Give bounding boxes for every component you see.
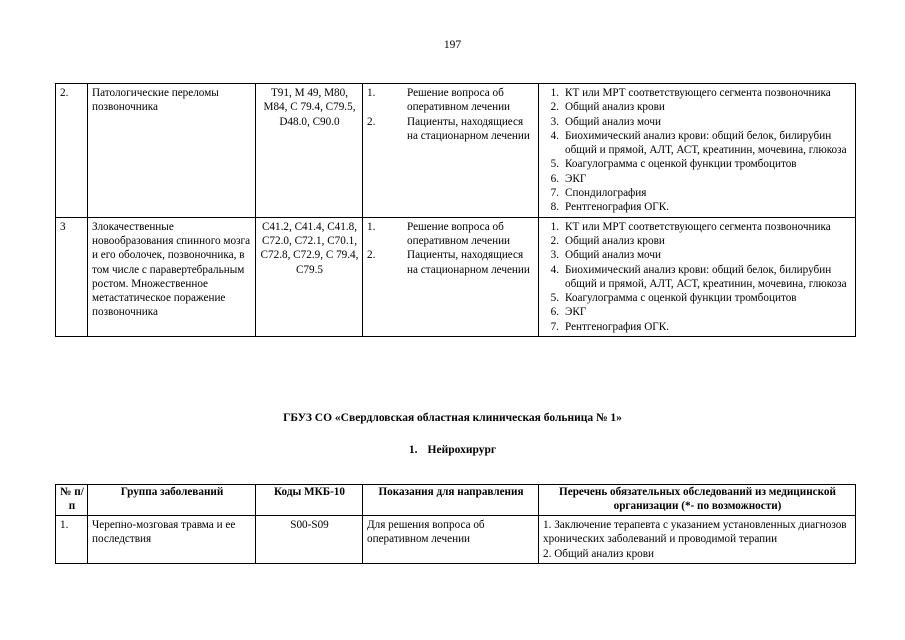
section-number: 1. — [408, 444, 418, 456]
header-codes: Коды МКБ-10 — [256, 485, 363, 516]
organization-title: ГБУЗ СО «Свердловская областная клиническая больница № 1» — [283, 412, 622, 424]
table-row — [56, 217, 856, 336]
indication-number: 2. — [367, 249, 376, 262]
header-indications: Показания для направления — [363, 485, 539, 516]
section-heading — [0, 443, 905, 457]
list-item: 1. КТ или МРТ соответствующего сегмента позвоночника — [550, 87, 831, 99]
disease-group: Злокачественные новообразования спинного мозга и его оболочек, позвоночника, в том числе с паравертебральным ростом. Множественное метастатическое поражение позвоночника — [88, 217, 256, 336]
indication-number: 1. — [367, 220, 376, 233]
table-row — [56, 516, 856, 564]
row-number: 3 — [56, 217, 88, 336]
list-item: 6. ЭКГ — [550, 306, 587, 319]
list-item: 4. Биохимический анализ крови: общий белок, билирубин общий и прямой, АЛТ, АСТ, креатинин, мочевина, глюкоза — [550, 129, 847, 157]
list-item: 5. Коагулограмма с оценкой функции тромбоцитов — [550, 158, 797, 171]
icd-codes: С41.2, С41.4, С41.8, С72.0, С72.1, С70.1, С72.8, С72.9, С 79.4, С79.5 — [256, 217, 363, 336]
indications: Для решения вопроса об оперативном лечении — [363, 516, 539, 564]
header-group: Группа заболеваний — [88, 485, 256, 516]
referral-table-neurosurgeon — [55, 484, 856, 564]
page-number: 197 — [443, 39, 462, 51]
list-item: 1. КТ или МРТ соответствующего сегмента позвоночника — [550, 220, 831, 233]
list-item: 1. Заключение терапевта с указанием установленных диагнозов хронических заболеваний и проводимой терапии — [543, 519, 847, 546]
indication-number: 2. — [367, 115, 376, 128]
disease-group: Патологические переломы позвоночника — [88, 84, 256, 218]
list-item: 8. Рентгенография ОГК. — [550, 201, 670, 214]
list-item: 3. Общий анализ мочи — [550, 249, 661, 262]
list-item: 7. Рентгенография ОГК. — [550, 320, 670, 333]
disease-group: Черепно-мозговая травма и ее последствия — [88, 516, 256, 564]
required-exams — [539, 516, 856, 564]
list-item: 2. Общий анализ крови — [550, 234, 665, 247]
list-item: 4. Биохимический анализ крови: общий белок, билирубин общий и прямой, АЛТ, АСТ, креатинин, мочевина, глюкоза — [550, 263, 847, 290]
list-item: 7. Спондилография — [550, 187, 647, 200]
indications — [363, 217, 539, 336]
header-number: № п/п — [56, 485, 88, 516]
icd-codes: Т91, М 49, М80, М84, С 79.4, С79.5, D48.0, С90.0 — [256, 84, 363, 218]
indication-text: Решение вопроса об оперативном лечении — [407, 87, 511, 114]
list-item: 2. Общий анализ крови — [543, 547, 655, 560]
referral-table-continued — [55, 83, 856, 337]
table-header-row — [56, 485, 856, 516]
indication-text: Пациенты, находящиеся на стационарном лечении — [407, 115, 530, 142]
indication-number: 1. — [367, 87, 376, 99]
indication-text: Пациенты, находящиеся на стационарном лечении — [407, 249, 530, 276]
required-exams — [539, 84, 856, 218]
indication-text: Решение вопроса об оперативном лечении — [407, 220, 511, 247]
list-item: 2. Общий анализ крови — [550, 101, 665, 114]
indications — [363, 84, 539, 218]
row-number: 1. — [56, 516, 88, 564]
row-number: 2. — [56, 84, 88, 218]
list-item: 6. ЭКГ — [550, 172, 587, 185]
list-item: 5. Коагулограмма с оценкой функции тромбоцитов — [550, 292, 797, 305]
required-exams — [539, 217, 856, 336]
icd-codes: S00-S09 — [256, 516, 363, 564]
table-row — [56, 84, 856, 218]
list-item: 3. Общий анализ мочи — [550, 115, 661, 128]
header-exams: Перечень обязательных обследований из медицинской организации (*- по возможности) — [539, 485, 856, 516]
section-title: Нейрохирург — [427, 444, 497, 456]
